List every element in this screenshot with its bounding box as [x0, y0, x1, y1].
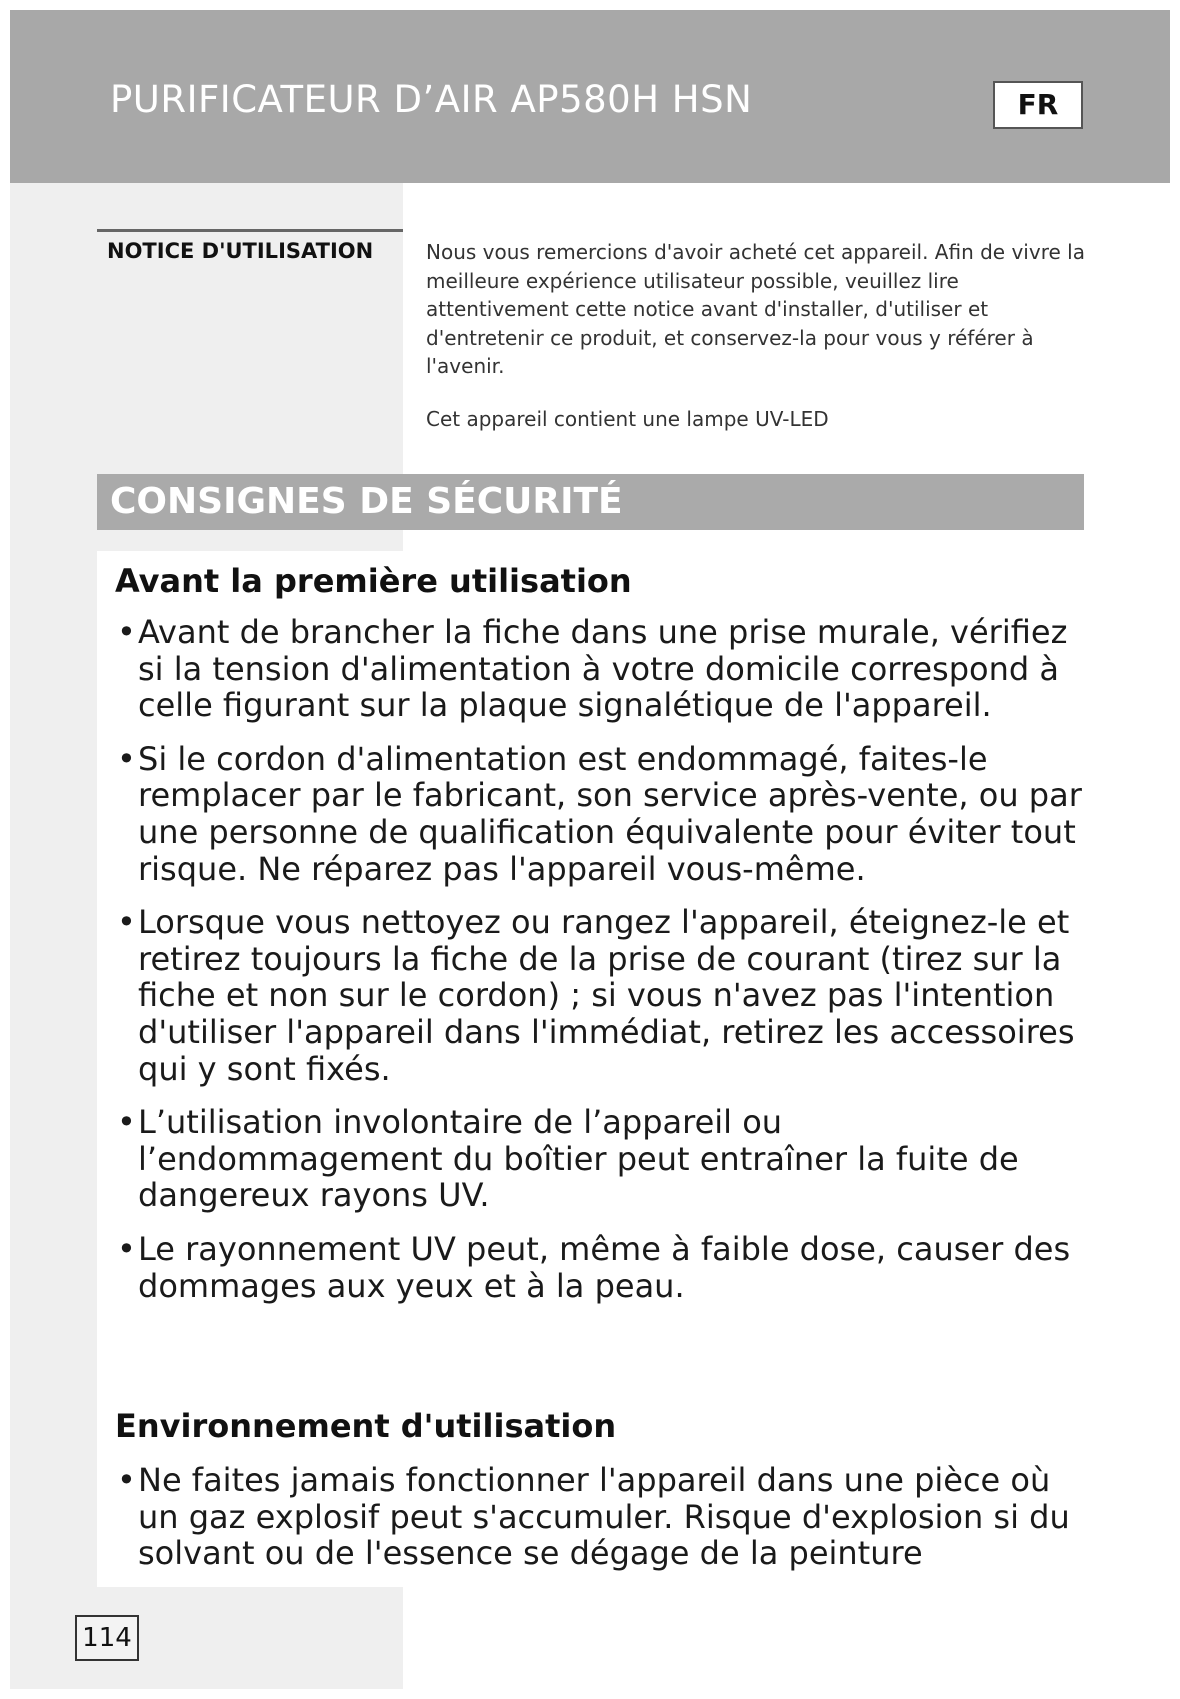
page-title: PURIFICATEUR D’AIR AP580H HSN [110, 78, 753, 121]
section-title: CONSIGNES DE SÉCURITÉ [110, 481, 623, 522]
bullet-marker: • [117, 1461, 136, 1499]
notice-divider [97, 229, 403, 232]
list-item: • Avant de brancher la fiche dans une prise murale, vérifiez si la tension d'alimentation à votre domicile correspond à celle figurant sur la plaque signalétique de l'appareil. [117, 613, 1068, 725]
bullet-marker: • [117, 1229, 136, 1268]
bullet-marker: • [117, 1103, 136, 1142]
uv-led-note: Cet appareil contient une lampe UV-LED [426, 407, 829, 431]
bullet-marker: • [117, 739, 136, 778]
first-use-list [115, 614, 1095, 1321]
environment-heading: Environnement d'utilisation [115, 1407, 617, 1445]
list-item: • L’utilisation involontaire de l’appareil ou l’endommagement du boîtier peut entraîner la fuite de dangereux rayons UV. [117, 1103, 1019, 1215]
environment-list [115, 1462, 1095, 1589]
list-item: • Si le cordon d'alimentation est endommagé, faites-le remplacer par le fabricant, son service après-vente, ou par une personne de qualification équivalente pour éviter tout risque. Ne réparez pas l'appareil vous-même. [117, 739, 1082, 888]
bullet-marker: • [117, 903, 136, 942]
first-use-heading: Avant la première utilisation [115, 562, 632, 600]
page-number: 114 [75, 1615, 139, 1661]
list-item: • Le rayonnement UV peut, même à faible dose, causer des dommages aux yeux et à la peau. [117, 1229, 1071, 1305]
bullet-marker: • [117, 613, 136, 651]
language-badge: FR [993, 81, 1083, 129]
list-item: • Ne faites jamais fonctionner l'appareil dans une pièce où un gaz explosif peut s'accumuler. Risque d'explosion si du solvant ou de l'essence se dégage de la peinture [117, 1461, 1070, 1573]
list-item: • Lorsque vous nettoyez ou rangez l'appareil, éteignez-le et retirez toujours la fiche de la prise de courant (tirez sur la fiche et non sur le cordon) ; si vous n'avez pas l'intention d'utiliser l'appareil dans l'immédiat, retirez les accessoires qui y sont fixés. [117, 903, 1075, 1088]
notice-label: NOTICE D'UTILISATION [107, 239, 374, 263]
intro-paragraph: Nous vous remercions d'avoir acheté cet appareil. Afin de vivre la meilleure expérience utilisateur possible, veuillez lire attentivement cette notice avant d'installer, d'utiliser et d'entretenir ce produit, et conservez-la pour vous y référer à l'avenir. [426, 240, 1085, 378]
